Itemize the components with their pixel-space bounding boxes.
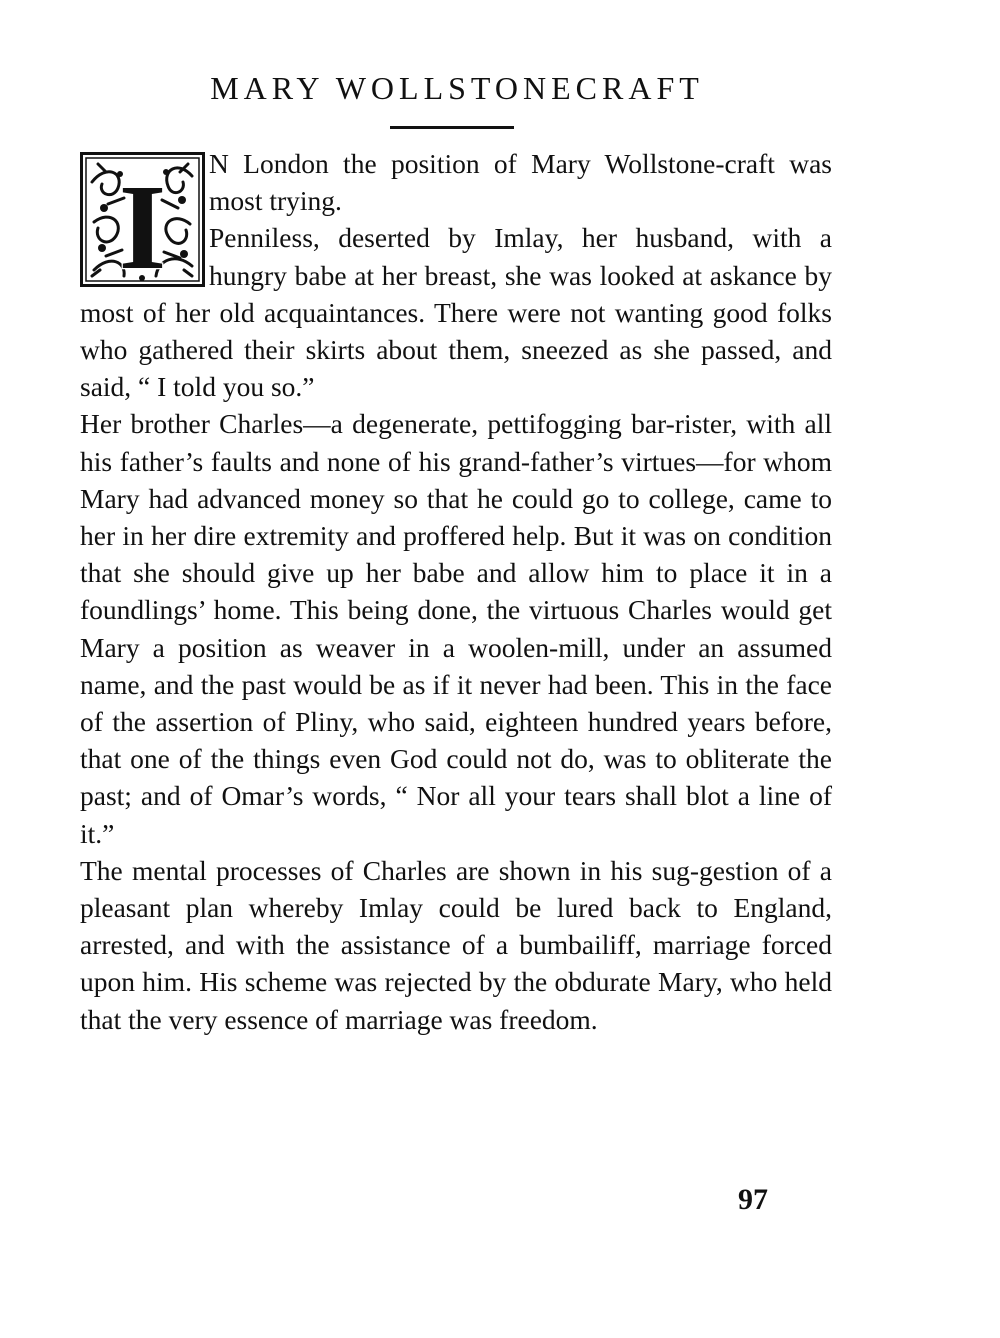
paragraph-4: The mental processes of Charles are shown in his sug-gestion of a pleasant plan whereby Imlay could be lured back to England, arrested, and with the assistance of a bumbailiff, marriage forced upon him. His scheme was rejected by the obdurate Mary, who held that the very essence of marriage was freedom.: [80, 854, 832, 1035]
paragraph-1-text: N London the position of Mary Wollstone-craft was most trying.: [209, 148, 832, 217]
paragraph-2: Penniless, deserted by Imlay, her husband, with a hungry babe at her breast, she was looked at askance by most of her old acquaintances. There were not wanting good folks who gathered their skirts about them, sneezed as she passed, and said, “ I told you so.”: [80, 222, 832, 403]
paragraph-1: [80, 145, 832, 287]
paragraph-3: Her brother Charles—a degenerate, pettifogging bar-rister, with all his father’s faults and none of his grand-father’s virtues—for whom Mary had advanced money so that he could go to college, came to her in her dire extremity and proffered help. But it was on condition that she should give up her babe and allow him to place it in a foundlings’ home. This being done, the virtuous Charles would get Mary a position as weaver in a woolen-mill, under an assumed name, and the past would be as if it never had been. This in the face of the assertion of Pliny, who said, eighteen hundred years before, that one of the things even God could not do, was to obliterate the past; and of Omar’s words, “ Nor all your tears shall blot a line of it.”: [80, 408, 832, 849]
drop-cap-letter: I: [118, 160, 167, 287]
running-header: MARY WOLLSTONECRAFT: [210, 70, 704, 106]
body-text: [80, 145, 832, 1038]
ornamental-drop-cap-i-icon: [80, 152, 205, 287]
header-rule: [390, 126, 514, 129]
page-number: 97: [738, 1183, 768, 1216]
